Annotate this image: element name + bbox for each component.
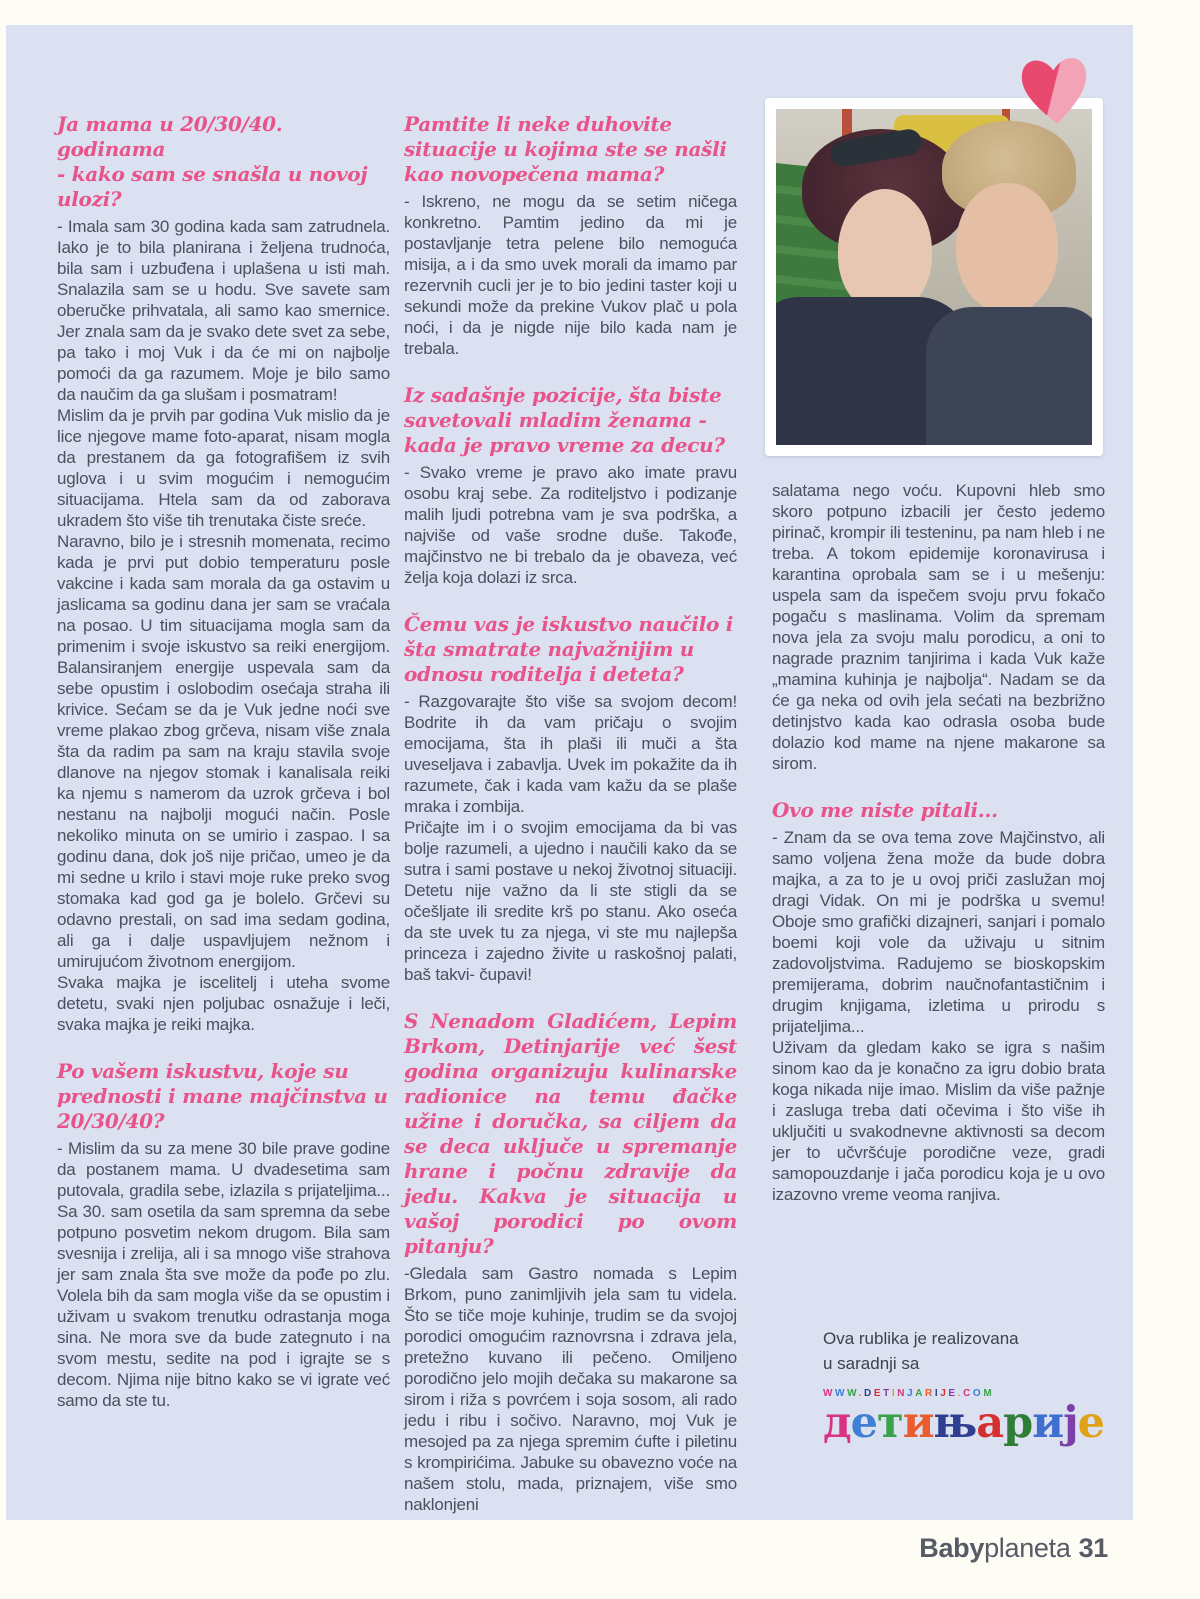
section-heading-mama-20-30-40: Ja mama u 20/30/40. godinama - kako sam se snašla u novoj ulozi? [57, 112, 368, 211]
magazine-footer [919, 1532, 1108, 1564]
paragraph: Pričajte im i o svojim emocijama da bi vas bolje razumeli, a ujedno i naučili kako da se sutra i sami postave u nekoj životnoj situaciji. Detetu nije važno da li ste stigli da se očešljate ili sredite krš po stanu. Ako oseća da ste uvek tu za njega, vi ste mu najlepša princeza i zajedno živite u raskošnoj palati, baš takvi- čupavi! [404, 818, 737, 984]
photo-playground-scene [776, 109, 1092, 445]
paragraph: - Svako vreme je pravo ako imate pravu osobu kraj sebe. Za roditeljstvo i podizanje malih ljudi potrebna vam je sva podrška, a najviše od vaše srodne duše. Takođe, majčinstvo ne bi trebalo da je obaveza, već želja koja dolazi iz srca. [404, 463, 737, 587]
paragraph: - Mislim da su za mene 30 bile prave godine da postanem mama. U dvadesetima sam putovala, gradila sebe, izlazila s prijateljima... Sa 30. sam osetila da sam spremna da sebe potpuno posvetim nekom drugom. Bila sam svesnija i zrelija, ali i sa mnogo više strahova jer sam znala šta sve može da pođe po zlu. Volela bih da sam mogla više da se opustim i uživam u svakom trenutku odrastanja moga sina. Ne mora sve da bude zategnuto i na svom mestu, sedite na pod i igrajte se s decom. Njima nije bitno kako se vi igrate već samo da ste tu. [57, 1139, 390, 1410]
paragraph: Mislim da je prvih par godina Vuk mislio da je lice njegove mame foto-aparat, nisam mogla da prestanem da ga fotografišem iz svih uglova i u svim mogućim i nemogućim situacijama. Htela sam da od zaborava ukradem što više tih trenutaka čiste sreće. [57, 406, 390, 530]
section-heading-cemu-vas-je-iskustvo-naucilo: Čemu vas je iskustvo naučilo i šta smatrate najvažnijim u odnosu roditelja i deteta? [404, 612, 734, 686]
photo-mother-and-son [765, 98, 1103, 456]
footer-brand-baby: Baby [919, 1533, 985, 1563]
paragraph: - Iskreno, ne mogu da se setim ničega konkretno. Pamtim jedino da mi je postavljanje tetra pelene bilo nemoguća misija, a i da smo uvek morali da imamo par rezervnih cucli jer je to bio jedini taster koji u sekundi može da prekine Vukov plač u pola noći, i da je nigde nije bilo kada nam je trebala. [404, 192, 737, 358]
paragraph: - Znam da se ova tema zove Majčinstvo, ali samo voljena žena može da bude dobra majka, a za to je u ovoj priči zaslužan moj dragi Vidak. On mi je podrška u svemu! Oboje smo grafički dizajneri, sanjari i pomalo boemi koji vole da uživaju u sitnim zadovoljstvima. Radujemo se bioskopskim premijerama, dobrim naučnofantastičnim i drugim knjigama, izletima u prirodu s prijateljima... [772, 828, 1105, 1036]
paragraph: salatama nego voću. Kupovni hleb smo skoro potpuno izbacili jer često jedemo pirinač, krompir ili testeninu, pa nam hleb i ne treba. A tokom epidemije koronavirusa i karantina oprobala sam se i u mešenju: uspela sam da ispečem svoju prvu fokačo pogaču s maslinama. Volim da spremam nova jela za svoju malu porodicu, a oni to nagrade praznim tanjirima i kada Vuk kaže „mamina kuhinja je najbolja“. Nadam se da će ga neka od ovih jela sećati na bezbrižno detinjstvo kada kao odrasla osoba bude dolazio kod mame na njene makarone sa sirom. [772, 481, 1105, 773]
paragraph: -Gledala sam Gastro nomada s Lepim Brkom, puno zanimljivih jela sam tu videla. Što se tiče moje kuhinje, trudim se da svojoj porodici omogućim raznovrsna i zdrava jela, pretežno kuvano ili pečeno. Omiljeno porodično jelo mojih dečaka su makarone sa sirom i riža s povrćem i soja sosom, ali rado jedu i ribu i sočivo. Naravno, moj Vuk je mesojed pa za njega spremim ćufte i piletinu s krompirićima. Jabuke su obavezno voće na našem stolu, mada, priznajem, više smo naklonjeni [404, 1264, 737, 1514]
partner-credit-block [823, 1326, 1123, 1446]
article-column-2 [404, 112, 737, 1515]
paragraph: Naravno, bilo je i stresnih momenata, recimo kada je prvi put dobio temperaturu posle vakcine i kada sam morala da ga ostavim u jaslicama sa godinu dana jer sam se vraćala na posao. U tim situacijama mogla sam da primenim i svoje iskustvo sa reiki energijom. Balansiranjem energije uspevala sam da sebe opustim i oslobodim osećaja straha ili krivice. Sećam se da je Vuk jedne noći sve vreme plakao zbog grčeva, nisam više znala šta da radim pa sam na kraju stavila svoje dlanove na njegov stomak i kanalisala reiki ka njemu s namerom da uzrok grčeva i bol nestanu na najbolji mogući način. Posle nekoliko minuta on se umirio i zaspao. I sa godinu dana, dok još nije pričao, umeo je da mi sedne u krilo i stavi moje ruke preko svog stomaka kad god ga je bolelo. Grčevi su odavno prestali, on sad ima sedam godina, ali ga i dalje uspavljujem nežnom i umirujućom životnom energijom. [57, 532, 390, 971]
heart-icon [1009, 45, 1101, 137]
photo-mother-face [838, 189, 932, 313]
section-heading-prednosti-mane: Po vašem iskustvu, koje su prednosti i mane majčinstva u 20/30/40? [57, 1059, 388, 1133]
footer-brand-planeta: planeta [984, 1533, 1071, 1563]
section-heading-ovo-me-niste-pitali: Ovo me niste pitali... [772, 798, 998, 822]
article-column-1 [57, 112, 390, 1411]
section-heading-kulinarske-radionice: S Nenadom Gladićem, Lepim Brkom, Detinjarije već šest godina organizuju kulinarske radionice na temu đačke užine i doručka, sa ciljem da se deca uključe u spremanje hrane i počnu zdravije da jedu. Kakva je situacija u vašoj porodici po ovom pitanju? [404, 1009, 737, 1258]
photo-son-face [956, 183, 1058, 313]
partner-logo-wordmark: детињарије [823, 1398, 1105, 1448]
paragraph: Uživam da gledam kako se igra s našim sinom kao da je konačno za igru dobio brata koga nikada nije imao. Mislim da više pažnje i zasluga treba dati očevima i što više ih uključiti u svakodnevne aktivnosti sa decom jer to učvršćuje porodične veze, gradi samopouzdanje i jača porodicu koja je u ovo izazovno vreme veoma ranjiva. [772, 1038, 1105, 1204]
partner-logo-url: WWW.DETINJARIJE.COM [823, 1388, 995, 1399]
paragraph: - Razgovarajte što više sa svojom decom! Bodrite ih da vam pričaju o svojim emocijama, šta ih plaši ili muči a šta uveseljava i zabavlja. Uvek im pokažite da ih razumete, čak i kada vam kažu da se plaše mraka i zombija. [404, 692, 737, 816]
photo-son-figure [926, 307, 1092, 445]
article-column-3 [772, 480, 1105, 1205]
partner-credit-text: u saradnji sa [823, 1354, 920, 1373]
partner-credit-text: Ova rublika je realizovana [823, 1329, 1019, 1348]
paragraph: - Imala sam 30 godina kada sam zatrudnela. Iako je to bila planirana i željena trudnoća, bila sam i uzbuđena i uplašena u isti mah. Snalazila sam se u hodu. Sve savete sam oberučke prihvatala, ali samo kao smernice. Jer znala sam da je svako dete svet za sebe, pa tako i moj Vuk i da će mi on najbolje pomoći da ga razumem. Moje je bilo samo da naučim da ga slušam i posmatram! [57, 217, 390, 404]
paragraph: Svaka majka je iscelitelj i uteha svome detetu, svaki njen poljubac osnažuje i leči, svaka majka je reiki majka. [57, 973, 390, 1034]
page-number: 31 [1078, 1533, 1108, 1563]
section-heading-savet-mladim-zenama: Iz sadašnje pozicije, šta biste savetovali mladim ženama - kada je pravo vreme za decu? [404, 383, 725, 457]
section-heading-duhovite-situacije: Pamtite li neke duhovite situacije u kojima ste se našli kao novopečena mama? [404, 112, 727, 186]
